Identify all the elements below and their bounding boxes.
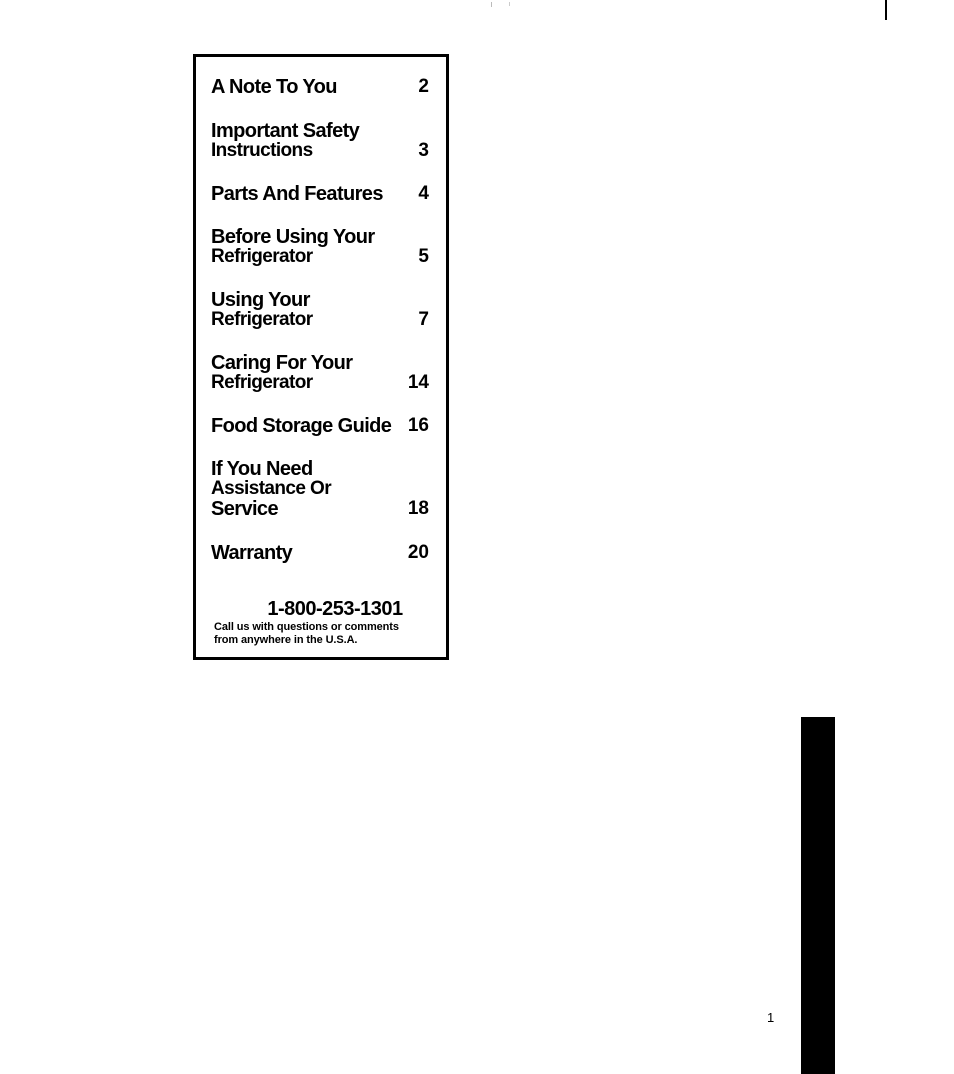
scan-speck xyxy=(491,2,492,7)
section-edge-tab xyxy=(801,717,835,1074)
toc-entry-page: 20 xyxy=(407,542,429,563)
toc-entry-page: 14 xyxy=(407,372,429,393)
toc-entry-page: 4 xyxy=(418,183,429,204)
toc-entry-page: 16 xyxy=(407,415,429,436)
toc-entry-page: 3 xyxy=(418,140,429,161)
toc-entry-page: 18 xyxy=(407,498,429,519)
toc-entry-before-using-your-refrigerator[interactable] xyxy=(211,227,429,267)
contact-block xyxy=(214,597,436,647)
contact-note-line-1: Call us with questions or comments xyxy=(214,621,399,633)
page-number: 1 xyxy=(767,1010,775,1025)
toc-entry-if-you-need-assistance-or-service[interactable] xyxy=(211,459,429,519)
toc-entry-title: Parts And Features xyxy=(211,183,383,205)
toc-entry-important-safety-instructions[interactable] xyxy=(211,121,429,161)
scan-edge-mark xyxy=(885,0,887,20)
toc-entry-a-note-to-you[interactable] xyxy=(211,77,429,97)
contact-note-line-2: from anywhere in the U.S.A. xyxy=(214,634,358,646)
phone-number[interactable]: 1-800-253-1301 xyxy=(267,598,403,620)
scan-speck xyxy=(509,2,510,6)
toc-entry-using-your-refrigerator[interactable] xyxy=(211,290,429,330)
toc-entry-title: A Note To You xyxy=(211,76,337,98)
toc-entry-title: Using Your Refrigerator xyxy=(211,289,313,330)
toc-entry-page: 5 xyxy=(418,246,429,267)
toc-entry-warranty[interactable] xyxy=(211,543,429,563)
toc-entry-page: 7 xyxy=(418,309,429,330)
toc-entry-title: Important Safety Instructions xyxy=(211,120,360,161)
table-of-contents xyxy=(193,54,449,660)
toc-entry-title: Food Storage Guide xyxy=(211,415,392,437)
toc-entry-parts-and-features[interactable] xyxy=(211,184,429,204)
toc-entry-page: 2 xyxy=(418,76,429,97)
toc-entry-food-storage-guide[interactable] xyxy=(211,416,429,436)
toc-entry-title: If You Need Assistance Or Service xyxy=(211,458,331,520)
toc-entry-caring-for-your-refrigerator[interactable] xyxy=(211,353,429,393)
toc-entry-title: Before Using Your Refrigerator xyxy=(211,226,375,267)
toc-entry-title: Caring For Your Refrigerator xyxy=(211,352,353,393)
toc-entry-title: Warranty xyxy=(211,542,293,564)
